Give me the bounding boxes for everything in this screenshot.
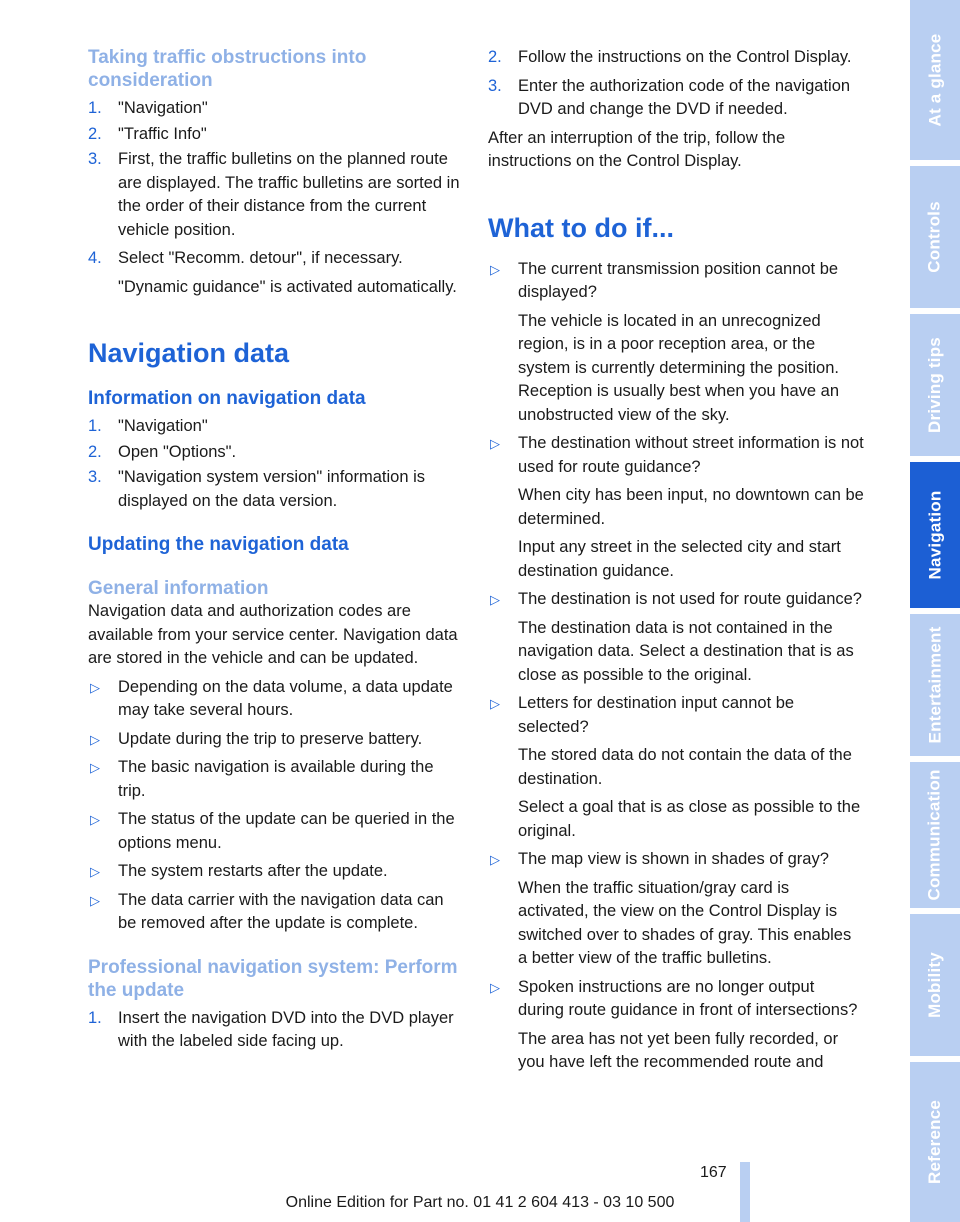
general-heading: General information <box>88 578 269 599</box>
tab-entertainment[interactable]: Entertainment <box>910 614 960 756</box>
list-item: ▷ The map view is shown in shades of gray? When the traffic situation/gray card is activated, the view on the Control Display is switched over to shades of gray. This enables a better view of the traffic bulletins. <box>490 850 852 967</box>
list-item: 2. Open "Options". <box>88 442 237 461</box>
triangle-bullet-icon: ▷ <box>90 864 100 879</box>
list-item: 2. "Traffic Info" <box>88 124 207 143</box>
info-heading: Information on navigation data <box>88 388 366 409</box>
triangle-bullet-icon: ▷ <box>490 852 500 867</box>
triangle-bullet-icon: ▷ <box>90 731 100 747</box>
traffic-heading: Taking traffic obstructions into consideration <box>88 47 367 91</box>
triangle-bullet-icon: ▷ <box>490 696 500 711</box>
list-item: ▷ The destination is not used for route guidance? The destination data is not contained in the navigation data. Select a destination that is as close as possible to the original. <box>490 590 862 684</box>
list-item: 4. Select "Recomm. detour", if necessary. "Dynamic guidance" is activated automatically. <box>88 249 457 296</box>
tab-communication[interactable]: Communication <box>910 762 960 908</box>
list-item: ▷ The current transmission position cannot be displayed? The vehicle is located in an unrecognized region, is in a poor reception area, or the system is currently determining the position. Reception is usually best when you have an unobstructed view of the sky. <box>490 259 840 424</box>
updating-heading: Updating the navigation data <box>88 534 349 555</box>
triangle-bullet-icon: ▷ <box>490 979 500 995</box>
page-number: 167 <box>700 1164 727 1181</box>
chapter-sidebar <box>900 0 960 1222</box>
tab-reference[interactable]: Reference <box>910 1062 960 1222</box>
tab-driving-tips[interactable]: Driving tips <box>910 314 960 456</box>
list-item: 3. "Navigation system version" information is displayed on the data version. <box>88 468 425 510</box>
professional-steps <box>88 1007 464 1054</box>
list-item: 1. "Navigation" <box>88 99 208 117</box>
list-item: ▷ The destination without street information is not used for route guidance? When city has been input, no downtown can be determined. Input any street in the selected city and start destination guidance. <box>490 434 864 580</box>
general-bullets <box>88 676 464 936</box>
list-item: ▷ Letters for destination input cannot be selected? The stored data do not contain the data of the destination. Select a goal that is as close as possible to the original. <box>490 694 861 840</box>
general-text: Navigation data and authorization codes are available from your service center. Navigation data are stored in the vehicle and can be updated. <box>88 602 458 667</box>
list-item: 3. First, the traffic bulletins on the planned route are displayed. The traffic bulletins are sorted in the order of their distance from the current vehicle position. <box>88 150 460 239</box>
tab-navigation[interactable]: Navigation <box>910 462 960 608</box>
tab-at-a-glance[interactable]: At a glance <box>910 0 960 160</box>
list-item: 1. Insert the navigation DVD into the DVD player with the labeled side facing up. <box>88 1008 454 1050</box>
triangle-bullet-icon: ▷ <box>90 679 100 695</box>
triangle-bullet-icon: ▷ <box>490 261 500 277</box>
list-item: ▷ The status of the update can be queried in the options menu. <box>90 810 455 852</box>
continued-steps <box>488 46 864 122</box>
navigation-data-heading: Navigation data <box>88 338 290 368</box>
list-item: 1. "Navigation" <box>88 417 208 435</box>
left-column <box>88 46 464 1054</box>
tab-mobility[interactable]: Mobility <box>910 914 960 1056</box>
what-to-do-heading: What to do if... <box>488 212 674 243</box>
after-interruption-text: After an interruption of the trip, follow the instructions on the Control Display. <box>488 128 786 170</box>
list-item: ▷ The system restarts after the update. <box>88 860 464 884</box>
triangle-bullet-icon: ▷ <box>490 436 500 451</box>
list-item: 2. Follow the instructions on the Control Display. <box>488 48 852 66</box>
list-item: ▷ Update during the trip to preserve battery. <box>88 728 464 752</box>
list-item: ▷ Depending on the data volume, a data update may take several hours. <box>90 677 453 719</box>
triangle-bullet-icon: ▷ <box>90 760 100 775</box>
traffic-steps <box>88 97 464 299</box>
list-item: 3. Enter the authorization code of the navigation DVD and change the DVD if needed. <box>488 76 851 118</box>
professional-heading: Professional navigation system: Perform the update <box>88 956 458 1001</box>
list-item: ▷ The data carrier with the navigation data can be removed after the update is complete. <box>90 890 444 932</box>
list-item: ▷ The basic navigation is available during the trip. <box>90 758 434 800</box>
edition-footer: Online Edition for Part no. 01 41 2 604 413 - 03 10 500 <box>285 1194 675 1211</box>
triangle-bullet-icon: ▷ <box>90 812 100 827</box>
tab-controls[interactable]: Controls <box>910 166 960 308</box>
right-column <box>488 46 864 1075</box>
triangle-bullet-icon: ▷ <box>490 592 500 607</box>
list-item: ▷ Spoken instructions are no longer output during route guidance in front of intersections? The area has not yet been fully recorded, or you have left the recommended route and <box>490 977 858 1071</box>
triangle-bullet-icon: ▷ <box>90 892 100 908</box>
page-marker-bar <box>740 1162 750 1222</box>
what-to-do-list <box>488 258 864 1075</box>
info-steps <box>88 415 464 513</box>
